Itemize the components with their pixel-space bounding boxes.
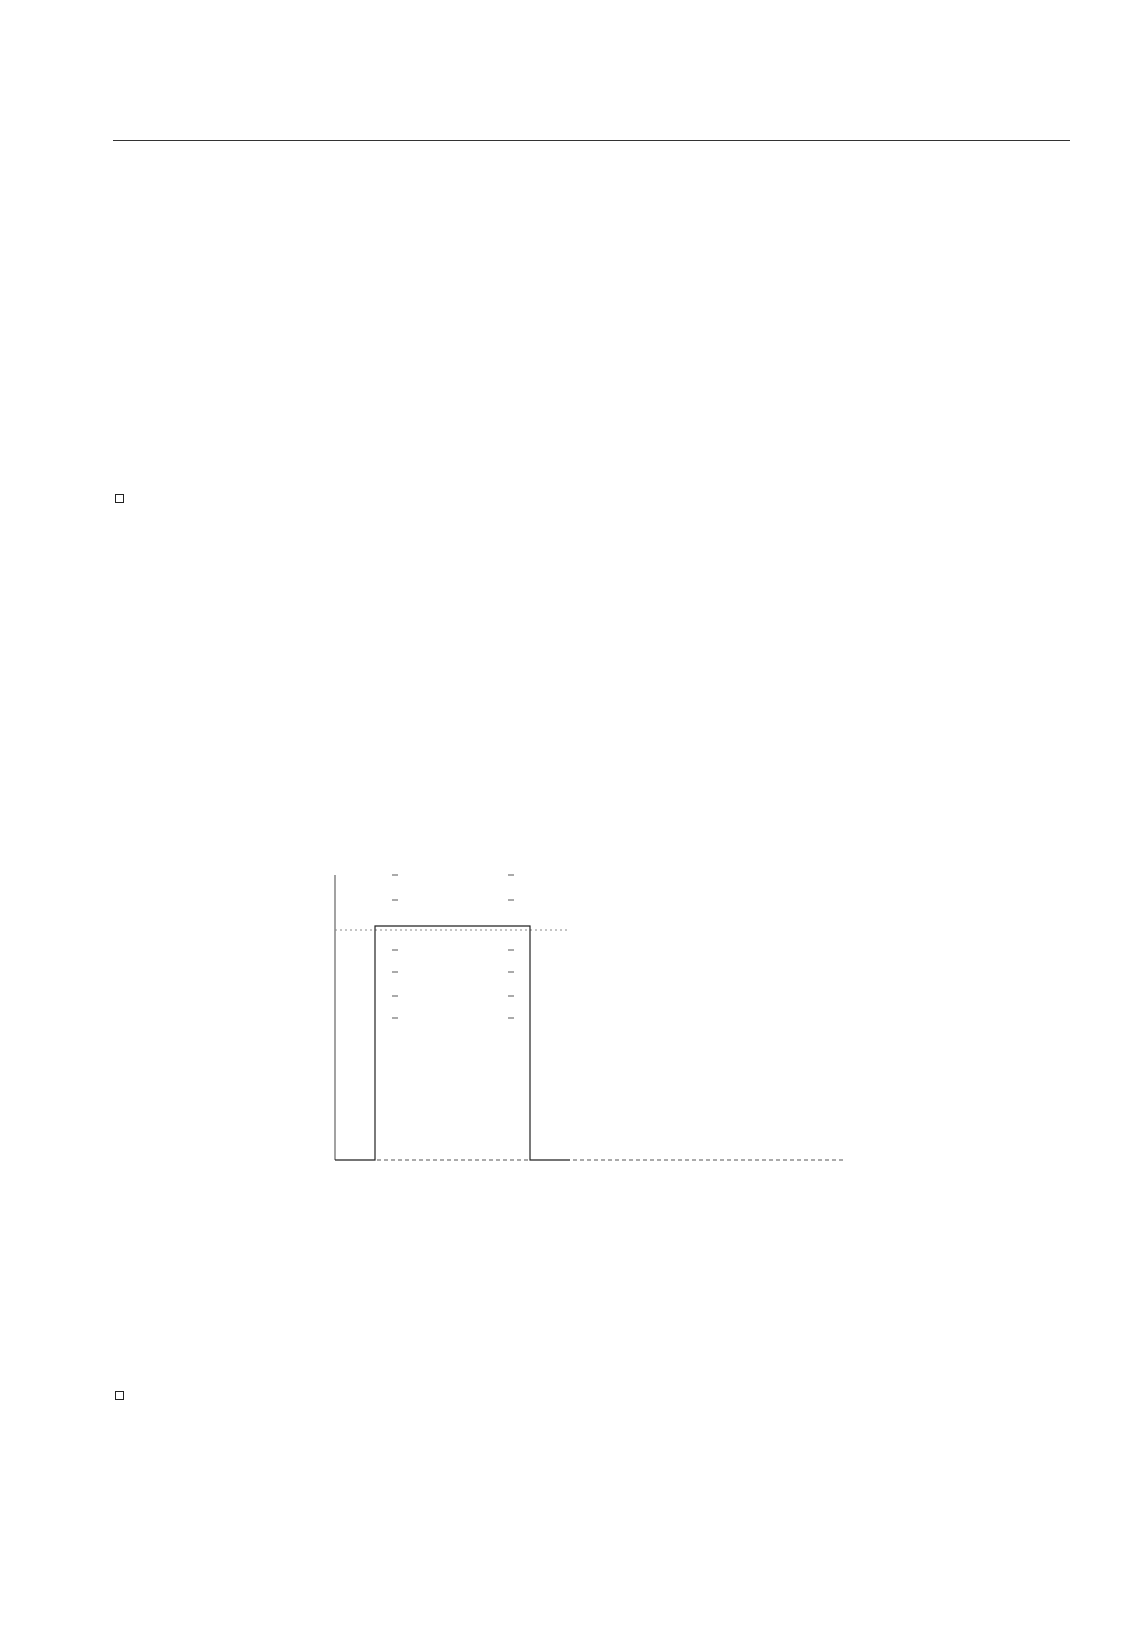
scope-screenshot — [280, 760, 890, 1230]
checkbox-icon — [115, 1391, 124, 1400]
bar-waveform — [335, 926, 570, 1160]
waveform-markers — [392, 875, 514, 1018]
header-rule — [113, 140, 1070, 141]
checkbox-icon — [115, 494, 124, 503]
